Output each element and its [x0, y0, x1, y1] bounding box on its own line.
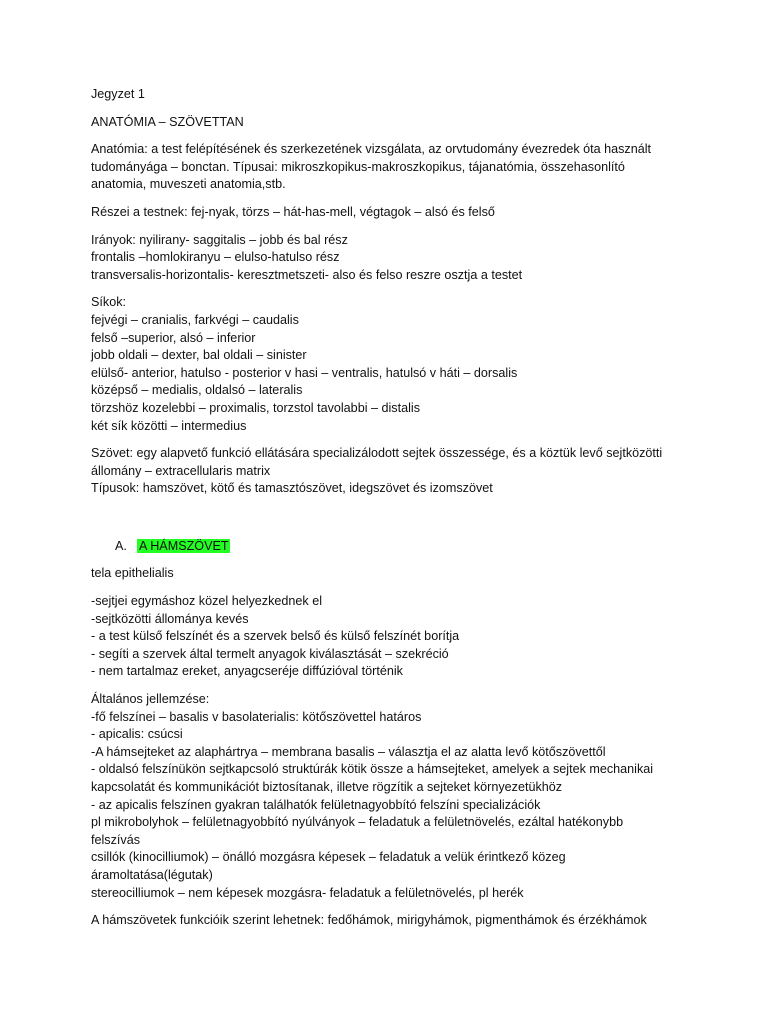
- text-line: -fő felszínei – basalis v basolaterialis: kötőszövettel határos: [91, 709, 422, 724]
- text-line: - apicalis: csúcsi: [91, 727, 183, 742]
- text-line: - nem tartalmaz ereket, anyagcseréje diffúzióval történik: [91, 664, 403, 679]
- text-line: Szövet: egy alapvető funkció ellátására specializálodott sejtek összessége, és a köztük levő sejtközötti: [91, 446, 663, 461]
- text-line: transversalis-horizontalis- keresztmetszeti- also és felso reszre osztja a testet: [91, 267, 523, 282]
- section-heading-a: [115, 538, 708, 556]
- section-title-highlight: A HÁMSZÖVET: [139, 538, 229, 553]
- text-line: középső – medialis, oldalsó – lateralis: [91, 383, 303, 398]
- note-title: Jegyzet 1: [91, 87, 145, 101]
- text-line: felszívás: [91, 832, 140, 847]
- text-line: Irányok: nyilirany- saggitalis – jobb és bal rész: [91, 232, 348, 247]
- latin-name-paragraph: [91, 565, 708, 583]
- text-line: Típusok: hamszövet, kötő és tamasztószövet, idegszövet és izomszövet: [91, 481, 493, 496]
- text-line: fejvégi – cranialis, farkvégi – caudalis: [91, 312, 299, 327]
- text-line: Részei a testnek: fej-nyak, törzs – hát-has-mell, végtagok – alsó és felső: [91, 204, 495, 219]
- text-line: törzshöz kozelebbi – proximalis, torzstol tavolabbi – distalis: [91, 400, 420, 415]
- text-line: frontalis –homlokiranyu – elulso-hatulso rész: [91, 250, 340, 265]
- text-line: - oldalsó felszínükön sejtkapcsoló struktúrák kötik össze a hámsejteket, amelyek a sejtek mechanikai: [91, 762, 654, 777]
- text-line: felső –superior, alsó – inferior: [91, 330, 256, 345]
- tissue-paragraph: [91, 445, 708, 498]
- text-line: - az apicalis felszínen gyakran találhatók felületnagyobbító felszíni specializációk: [91, 797, 541, 812]
- intro-paragraph: [91, 141, 708, 194]
- general-characteristics: [91, 691, 708, 902]
- text-line: - a test külső felszínét és a szervek belső és külső felszínét borítja: [91, 629, 460, 644]
- text-line: stereocilliumok – nem képesek mozgásra- feladatuk a felületnövelés, pl herék: [91, 885, 524, 900]
- text-line: Síkok:: [91, 295, 126, 310]
- text-line: két sík közötti – intermedius: [91, 418, 247, 433]
- text-line: kapcsolatát és kommunikációt biztosítanak, illetve rögzítik a sejteket környezetükhöz: [91, 780, 563, 794]
- text-line: Anatómia: a test felépítésének és szerkezetének vizsgálata, az orvtudomány évezredek óta használt: [91, 142, 652, 157]
- text-line: tudományága – bonctan. Típusai: mikroszkopikus-makroszkopikus, tájanatómia, összehasonlító: [91, 159, 625, 174]
- text-line: A hámszövetek funkcióik szerint lehetnek: fedőhámok, mirigyhámok, pigmenthámok és érzékhámok: [91, 913, 647, 928]
- text-line: Általános jellemzése:: [91, 692, 210, 707]
- features-list: [91, 593, 708, 681]
- planes-paragraph: [91, 294, 708, 435]
- text-line: pl mikrobolyhok – felületnagyobbító nyúlványok – feladatuk a felületnövelés, ezáltal hatékonybb: [91, 815, 624, 830]
- text-line: -sejtjei egymáshoz közel helyezkednek el: [91, 594, 323, 609]
- text-line: -sejtközötti állománya kevés: [91, 611, 249, 626]
- text-line: tela epithelialis: [91, 566, 174, 581]
- body-parts-paragraph: [91, 204, 708, 222]
- text-line: -A hámsejteket az alaphártrya – membrana basalis – választja el az alatta levő kötőszövettől: [91, 744, 606, 759]
- directions-paragraph: [91, 232, 708, 285]
- text-line: elülső- anterior, hatulso - posterior v hasi – ventralis, hatulsó v háti – dorsalis: [91, 365, 518, 380]
- functions-paragraph: [91, 912, 708, 930]
- main-title: ANATÓMIA – SZÖVETTAN: [91, 114, 244, 129]
- text-line: állomány – extracellularis matrix: [91, 463, 271, 478]
- text-line: anatomia, muveszeti anatomia,stb.: [91, 177, 286, 192]
- text-line: - segíti a szervek által termelt anyagok kiválasztását – szekréció: [91, 646, 449, 661]
- text-line: csillók (kinocilliumok) – önálló mozgásra képesek – feladatuk a velük érintkező közeg: [91, 850, 566, 865]
- section-marker: A.: [115, 538, 127, 553]
- text-line: áramoltatása(légutak): [91, 867, 213, 882]
- text-line: jobb oldali – dexter, bal oldali – sinister: [91, 348, 307, 363]
